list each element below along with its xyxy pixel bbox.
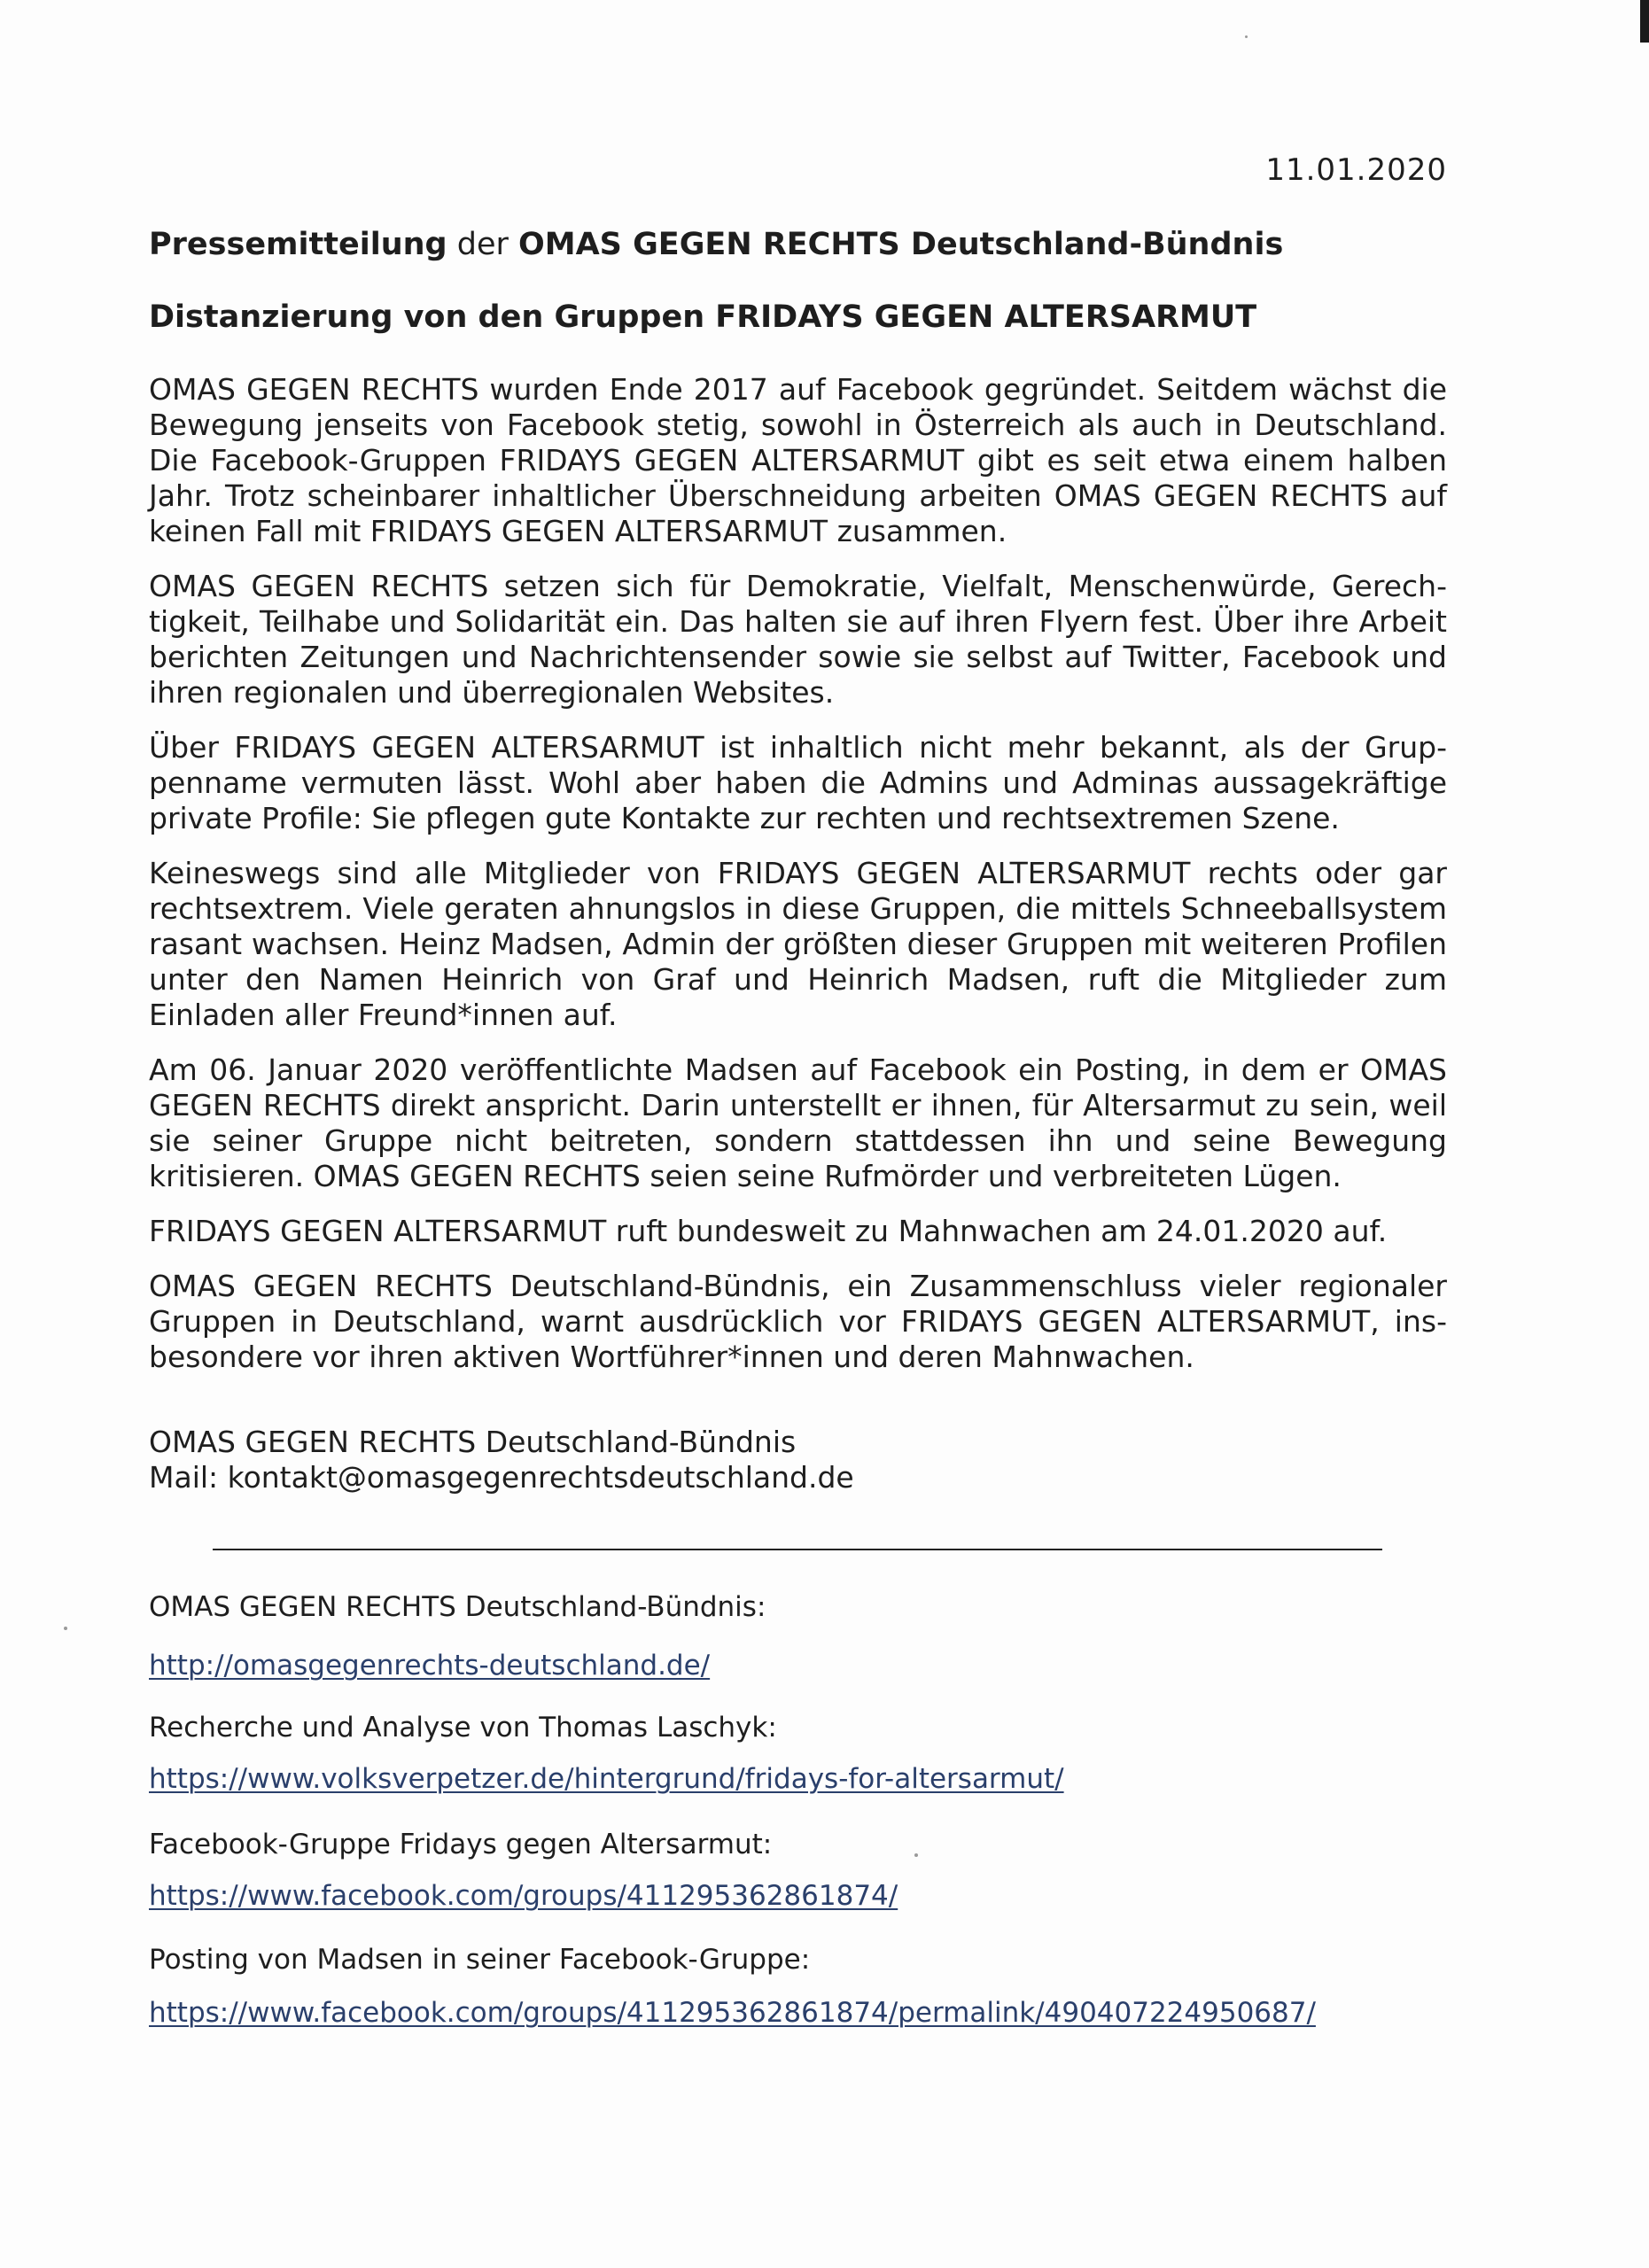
scan-speck xyxy=(1245,35,1248,38)
body-paragraph: OMAS GEGEN RECHTS Deutschland-Bündnis, ein Zusammenschluss vieler regionaler Gruppen in Deutschland, warnt ausdrücklich vor FRIDAYS GEGEN ALTERSARMUT, insbesondere vor ihren aktiven Wortführer*innen und deren Mahnwachen. xyxy=(149,1269,1447,1374)
body-paragraph: Keineswegs sind alle Mitglieder von FRIDAYS GEGEN ALTERSARMUT rechts oder gar rechtsextrem. Viele geraten ahnungslos in diese Gruppen, die mittels Schneeballsystem rasant wachsen. Heinz Madsen, Admin der größten dieser Gruppen mit weiteren Profilen unter den Namen Heinrich von Graf und Heinrich Madsen, ruft die Mitglieder zum Einladen aller Freund*innen auf. xyxy=(149,856,1447,1032)
reference-label: OMAS GEGEN RECHTS Deutschland-Bündnis: xyxy=(149,1591,766,1623)
divider-line xyxy=(213,1549,1382,1550)
title-connector: der xyxy=(447,227,518,262)
signature-mail: Mail: kontakt@omasgegenrechtsdeutschland.de xyxy=(149,1460,854,1495)
press-release-subtitle: Distanzierung von den Gruppen FRIDAYS GEGEN ALTERSARMUT xyxy=(149,299,1257,335)
body-paragraph: OMAS GEGEN RECHTS wurden Ende 2017 auf Facebook gegründet. Seitdem wächst die Bewegung jenseits von Facebook stetig, sowohl in Österreich als auch in Deutschland. Die Facebook-Gruppen FRIDAYS GEGEN ALTERSARMUT gibt es seit etwa einem halben Jahr. Trotz scheinbarer inhaltlicher Überschneidung arbeiten OMAS GEGEN RECHTS auf keinen Fall mit FRIDAYS GEGEN ALTERSARMUT zusammen. xyxy=(149,372,1447,548)
signature-block xyxy=(149,1425,854,1495)
press-release-label: Pressemitteilung xyxy=(149,227,447,262)
scan-speck xyxy=(64,1627,67,1630)
body-paragraph: FRIDAYS GEGEN ALTERSARMUT ruft bundesweit zu Mahnwachen am 24.01.2020 auf. xyxy=(149,1214,1388,1248)
organization-name: OMAS GEGEN RECHTS Deutschland-Bündnis xyxy=(518,227,1284,262)
document-date: 11.01.2020 xyxy=(1265,152,1447,188)
body-paragraph: Über FRIDAYS GEGEN ALTERSARMUT ist inhaltlich nicht mehr bekannt, als der Gruppenname vermuten lässt. Wohl aber haben die Admins und Adminas aussagekräftige private Profile: Sie pflegen gute Kontakte zur rechten und rechtsextremen Szene. xyxy=(149,730,1447,835)
press-release-title xyxy=(149,227,1283,262)
reference-link-facebook-group[interactable]: https://www.facebook.com/groups/411295362861874/ xyxy=(149,1880,898,1912)
scan-edge-mark xyxy=(1640,0,1649,43)
reference-label: Recherche und Analyse von Thomas Laschyk: xyxy=(149,1712,777,1744)
body-paragraph: Am 06. Januar 2020 veröffentlichte Madsen auf Facebook ein Posting, in dem er OMAS GEGEN RECHTS direkt anspricht. Darin unterstellt er ihnen, für Altersarmut zu sein, weil sie seiner Gruppe nicht beitreten, sondern stattdessen ihn und seine Bewegung kritisieren. OMAS GEGEN RECHTS seien seine Rufmörder und verbreiteten Lügen. xyxy=(149,1052,1447,1193)
signature-organization: OMAS GEGEN RECHTS Deutschland-Bündnis xyxy=(149,1425,797,1459)
scan-speck xyxy=(914,1853,918,1857)
reference-link-facebook-posting[interactable]: https://www.facebook.com/groups/411295362861874/permalink/490407224950687/ xyxy=(149,1997,1316,2029)
body-paragraph: OMAS GEGEN RECHTS setzen sich für Demokratie, Vielfalt, Menschenwürde, Gerechtigkeit, Teilhabe und Solidarität ein. Das halten sie auf ihren Flyern fest. Über ihre Arbeit berichten Zeitungen und Nachrichtensender sowie sie selbst auf Twitter, Facebook und ihren regionalen und überregionalen Websites. xyxy=(149,569,1447,710)
reference-link-omas-website[interactable]: http://omasgegenrechts-deutschland.de/ xyxy=(149,1650,711,1682)
reference-label: Posting von Madsen in seiner Facebook-Gruppe: xyxy=(149,1944,811,1976)
reference-link-volksverpetzer[interactable]: https://www.volksverpetzer.de/hintergrund/fridays-for-altersarmut/ xyxy=(149,1763,1064,1795)
press-release-body xyxy=(149,372,1447,1394)
reference-label: Facebook-Gruppe Fridays gegen Altersarmut: xyxy=(149,1829,773,1860)
